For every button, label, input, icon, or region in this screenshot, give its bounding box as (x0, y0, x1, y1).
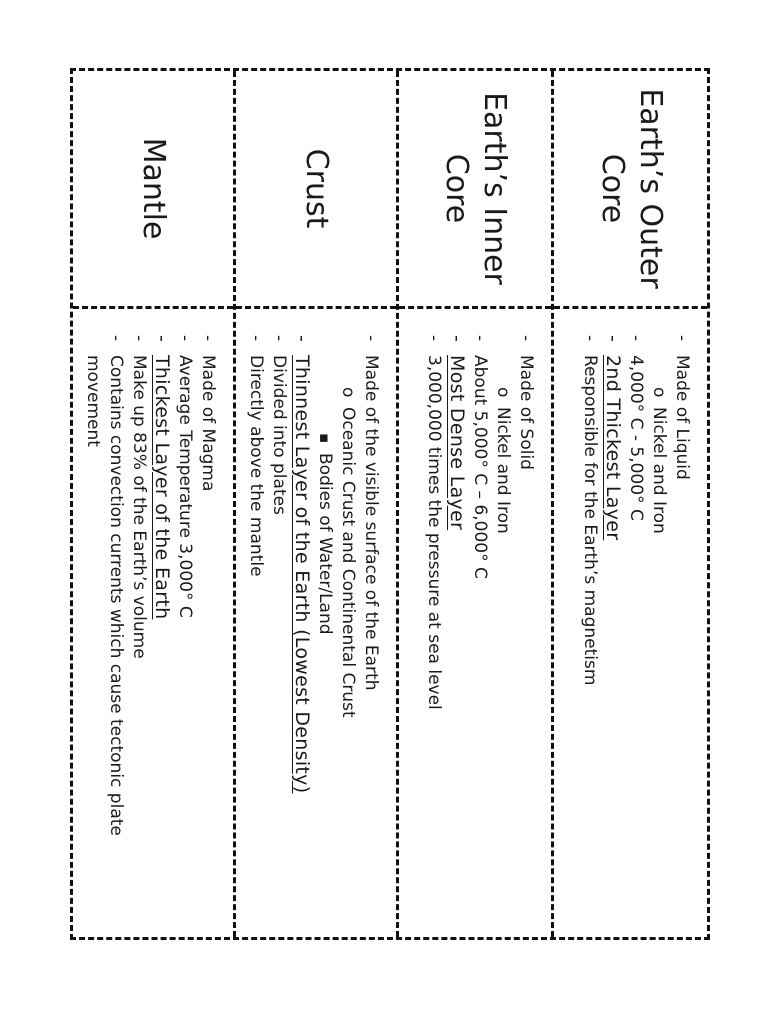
fact: - About 5,000° C – 6,000° C (469, 335, 492, 925)
layer-name: Mantle (136, 137, 171, 240)
layer-name: Crust (299, 148, 334, 229)
facts-list (578, 335, 693, 925)
layer-row-crust (233, 71, 396, 937)
sub-fact: o Nickel and Iron (647, 335, 670, 925)
facts-list (244, 335, 382, 925)
fact: - Divided into plates (267, 335, 290, 925)
sub-fact: o Oceanic Crust and Continental Crust (336, 335, 359, 925)
term-cell (73, 71, 233, 309)
fact: - Average Temperature 3,000° C (173, 335, 196, 925)
earth-layers-table (70, 68, 710, 940)
fact: - Made of Liquid (670, 335, 693, 925)
facts-cell (236, 309, 396, 937)
fact: - Responsible for the Earth’s magnetism (578, 335, 601, 925)
fact: - Directly above the mantle (244, 335, 267, 925)
fact: - Make up 83% of the Earth’s volume (127, 335, 150, 925)
fact: - Made of Magma (196, 335, 219, 925)
layer-name: Earth’s Outer Core (594, 88, 668, 289)
key-fact: - Most Dense Layer (446, 335, 469, 925)
fact: - Contains convection currents which cause tectonic plate movement (81, 335, 127, 925)
fact: - Made of the visible surface of the Earth (359, 335, 382, 925)
term-cell (236, 71, 396, 309)
layer-name: Earth’s Inner Core (439, 92, 513, 285)
layer-row-outer-core (552, 71, 708, 937)
sub-fact: o Nickel and Iron (492, 335, 515, 925)
key-fact: - Thickest Layer of the Earth (150, 335, 173, 925)
fact: - Made of Solid (515, 335, 538, 925)
fact: - 3,000,000 times the pressure at sea level (423, 335, 446, 925)
key-fact: - 2nd Thickest Layer (601, 335, 624, 925)
facts-list (423, 335, 538, 925)
facts-list (81, 335, 219, 925)
facts-cell (555, 309, 708, 937)
sub-sub-fact: ▪ Bodies of Water/Land (313, 335, 336, 925)
term-cell (555, 71, 708, 309)
facts-cell (73, 309, 233, 937)
layer-row-inner-core (396, 71, 552, 937)
key-fact: - Thinnest Layer of the Earth (Lowest Density) (290, 335, 313, 925)
layer-row-mantle (73, 71, 233, 937)
fact: - 4,000° C - 5,000° C (624, 335, 647, 925)
facts-cell (399, 309, 552, 937)
term-cell (399, 71, 552, 309)
